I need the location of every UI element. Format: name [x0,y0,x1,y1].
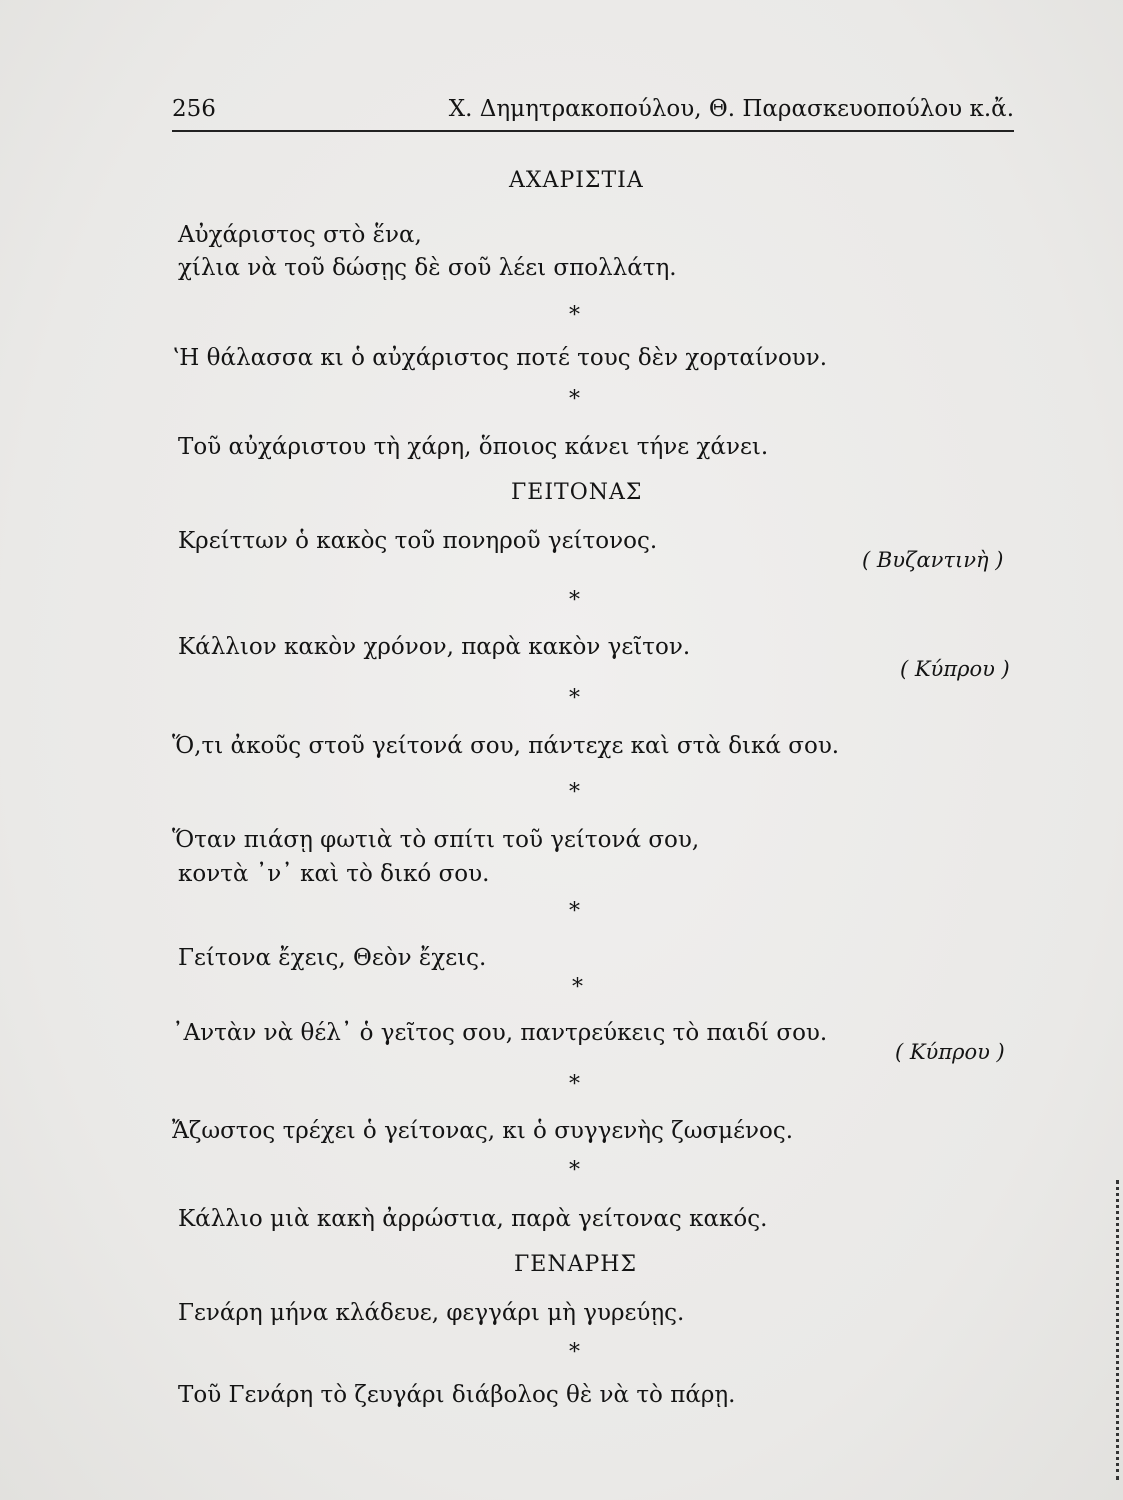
proverb-line: Ὅ,τι ἀκοῦς στοῦ γείτονά σου, πάντεχε καὶ στὰ δικά σου. [172,733,840,759]
page-header [172,92,1014,132]
proverb-source: ( Κύπρου ) [895,1040,1005,1064]
separator-asterisk: * [572,975,583,1000]
proverb-line: Ὅταν πιάσῃ φωτιὰ τὸ σπίτι τοῦ γείτονά σου, [172,827,700,853]
proverb-line: Αὐχάριστος στὸ ἕνα, [178,222,422,248]
section-heading: ΓΕΙΤΟΝΑΣ [511,480,643,505]
proverb-line: Τοῦ αὐχάριστου τὴ χάρη, ὅποιος κάνει τήνε χάνει. [178,434,769,460]
section-heading: ΓΕΝΑΡΗΣ [514,1252,638,1277]
proverb-line: Κάλλιο μιὰ κακὴ ἀρρώστια, παρὰ γείτονας κακός. [178,1206,768,1232]
proverb-line: Κρείττων ὁ κακὸς τοῦ πονηροῦ γείτονος. [178,528,658,554]
separator-asterisk: * [569,1158,580,1183]
proverb-line: ᾽Αντὰν νὰ θέλ᾽ ὁ γεῖτος σου, παντρεύκεις τὸ παιδί σου. [172,1020,828,1046]
proverb-source: ( Κύπρου ) [900,657,1010,681]
separator-asterisk: * [569,899,580,924]
proverb-line: ʽΗ θάλασσα κι ὁ αὐχάριστος ποτέ τους δὲν χορταίνουν. [172,345,828,371]
separator-asterisk: * [569,303,580,328]
page-number: 256 [172,96,216,122]
proverb-line: Κάλλιον κακὸν χρόνον, παρὰ κακὸν γεῖτον. [178,634,691,660]
separator-asterisk: * [569,588,580,613]
separator-asterisk: * [569,1072,580,1097]
margin-perforation [1112,1180,1119,1480]
proverb-line: χίλια νὰ τοῦ δώσῃς δὲ σοῦ λέει σπολλάτη. [178,255,677,281]
proverb-source: ( Βυζαντινὴ ) [862,548,1004,572]
proverb-line: Ἄζωστος τρέχει ὁ γείτονας, κι ὁ συγγενὴς ζωσμένος. [172,1118,794,1144]
separator-asterisk: * [569,387,580,412]
separator-asterisk: * [569,686,580,711]
separator-asterisk: * [569,1340,580,1365]
running-head: Χ. Δημητρακοπούλου, Θ. Παρασκευοπούλου κ.ἄ. [448,96,1014,122]
proverb-line: κοντὰ ᾽ν᾽ καὶ τὸ δικό σου. [178,861,490,887]
proverb-line: Γείτονα ἔχεις, Θεὸν ἔχεις. [178,945,487,971]
separator-asterisk: * [569,780,580,805]
section-heading: ΑΧΑΡΙΣΤΙΑ [509,168,644,193]
proverb-line: Τοῦ Γενάρη τὸ ζευγάρι διάβολος θὲ νὰ τὸ πάρῃ. [178,1382,736,1408]
proverb-line: Γενάρη μήνα κλάδευε, φεγγάρι μὴ γυρεύῃς. [178,1300,685,1326]
